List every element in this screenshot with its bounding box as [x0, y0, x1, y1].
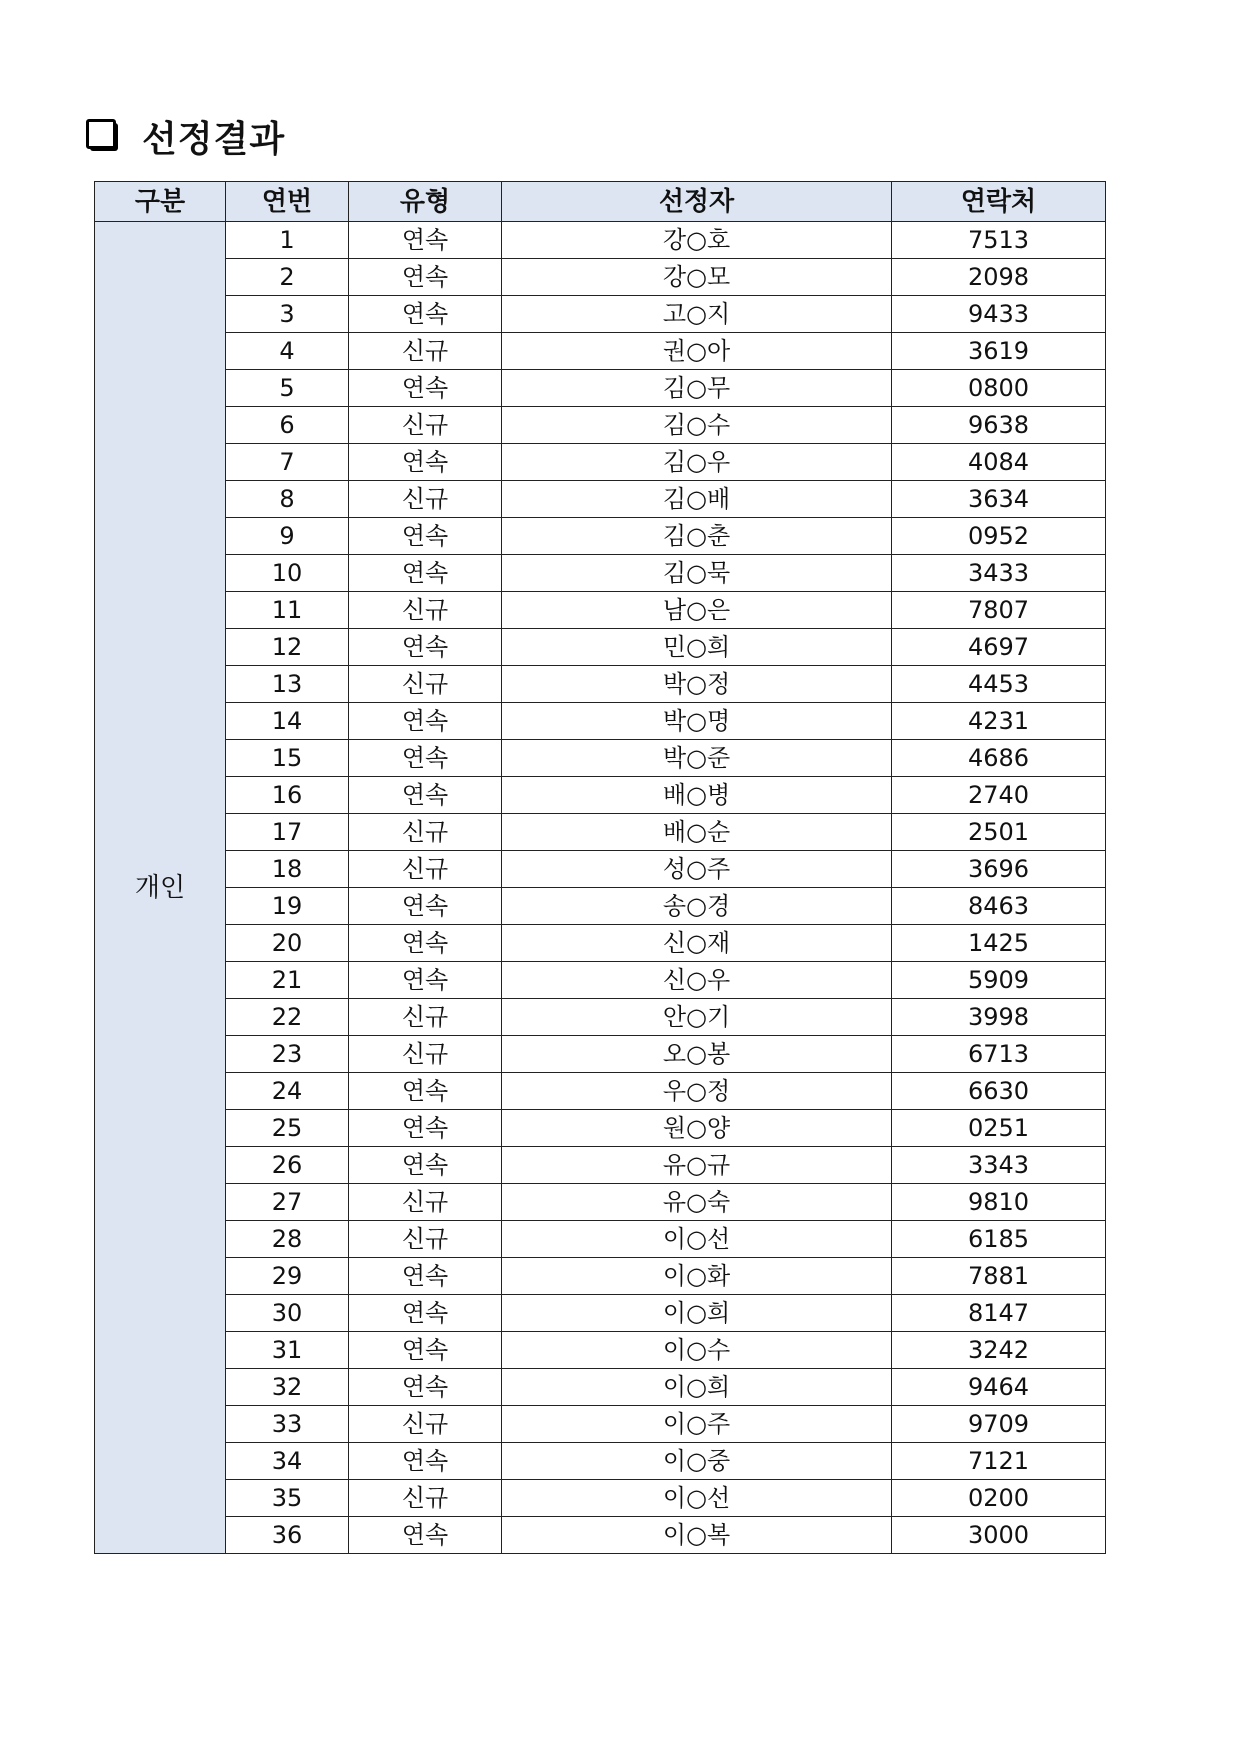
row-selectee: 이○선: [502, 1221, 892, 1258]
row-contact: 7881: [892, 1258, 1106, 1295]
table-row: [95, 1443, 1106, 1480]
table-row: [95, 481, 1106, 518]
column-header-type: 유형: [349, 182, 502, 222]
table-row: [95, 1295, 1106, 1332]
table-row: [95, 444, 1106, 481]
row-selectee: 성○주: [502, 851, 892, 888]
table-row: [95, 592, 1106, 629]
row-selectee: 남○은: [502, 592, 892, 629]
row-contact: 0200: [892, 1480, 1106, 1517]
row-number: 2: [226, 259, 349, 296]
row-number: 17: [226, 814, 349, 851]
row-contact: 0800: [892, 370, 1106, 407]
row-contact: 3619: [892, 333, 1106, 370]
row-contact: 6630: [892, 1073, 1106, 1110]
row-contact: 3000: [892, 1517, 1106, 1554]
row-contact: 4686: [892, 740, 1106, 777]
row-contact: 9433: [892, 296, 1106, 333]
row-contact: 6713: [892, 1036, 1106, 1073]
row-number: 34: [226, 1443, 349, 1480]
row-contact: 2098: [892, 259, 1106, 296]
row-number: 27: [226, 1184, 349, 1221]
row-contact: 2740: [892, 777, 1106, 814]
row-selectee: 박○명: [502, 703, 892, 740]
row-number: 1: [226, 222, 349, 259]
table-row: [95, 925, 1106, 962]
row-contact: 3998: [892, 999, 1106, 1036]
row-number: 26: [226, 1147, 349, 1184]
row-contact: 5909: [892, 962, 1106, 999]
row-number: 25: [226, 1110, 349, 1147]
row-contact: 3343: [892, 1147, 1106, 1184]
row-type: 연속: [349, 1332, 502, 1369]
row-type: 연속: [349, 962, 502, 999]
row-number: 9: [226, 518, 349, 555]
row-selectee: 김○우: [502, 444, 892, 481]
row-type: 연속: [349, 703, 502, 740]
selection-result-table: [94, 181, 1106, 1554]
row-contact: 3696: [892, 851, 1106, 888]
section-heading: [86, 108, 285, 164]
row-selectee: 오○봉: [502, 1036, 892, 1073]
table-row: [95, 777, 1106, 814]
row-selectee: 이○주: [502, 1406, 892, 1443]
table-row: [95, 1517, 1106, 1554]
row-selectee: 유○숙: [502, 1184, 892, 1221]
row-number: 32: [226, 1369, 349, 1406]
row-selectee: 배○병: [502, 777, 892, 814]
row-contact: 4231: [892, 703, 1106, 740]
row-contact: 8147: [892, 1295, 1106, 1332]
row-number: 8: [226, 481, 349, 518]
row-number: 13: [226, 666, 349, 703]
row-number: 30: [226, 1295, 349, 1332]
table-header-row: [95, 182, 1106, 222]
row-selectee: 우○정: [502, 1073, 892, 1110]
row-type: 연속: [349, 222, 502, 259]
row-selectee: 원○양: [502, 1110, 892, 1147]
row-number: 16: [226, 777, 349, 814]
row-type: 연속: [349, 1258, 502, 1295]
row-contact: 7121: [892, 1443, 1106, 1480]
row-contact: 4453: [892, 666, 1106, 703]
row-selectee: 이○중: [502, 1443, 892, 1480]
table-row: [95, 1480, 1106, 1517]
row-number: 11: [226, 592, 349, 629]
table-row: [95, 814, 1106, 851]
row-number: 18: [226, 851, 349, 888]
row-number: 6: [226, 407, 349, 444]
table-row: [95, 1147, 1106, 1184]
column-header-category: 구분: [95, 182, 226, 222]
row-type: 연속: [349, 1147, 502, 1184]
column-header-contact: 연락처: [892, 182, 1106, 222]
row-type: 연속: [349, 296, 502, 333]
row-type: 신규: [349, 1036, 502, 1073]
row-contact: 9810: [892, 1184, 1106, 1221]
row-number: 35: [226, 1480, 349, 1517]
row-type: 신규: [349, 481, 502, 518]
table-row: [95, 666, 1106, 703]
row-contact: 7807: [892, 592, 1106, 629]
row-number: 22: [226, 999, 349, 1036]
row-number: 20: [226, 925, 349, 962]
row-number: 7: [226, 444, 349, 481]
row-selectee: 이○화: [502, 1258, 892, 1295]
row-contact: 3242: [892, 1332, 1106, 1369]
row-contact: 4697: [892, 629, 1106, 666]
row-contact: 6185: [892, 1221, 1106, 1258]
row-contact: 0251: [892, 1110, 1106, 1147]
row-selectee: 신○우: [502, 962, 892, 999]
table-row: [95, 1332, 1106, 1369]
row-contact: 0952: [892, 518, 1106, 555]
row-type: 신규: [349, 1221, 502, 1258]
row-selectee: 김○묵: [502, 555, 892, 592]
row-contact: 3634: [892, 481, 1106, 518]
row-selectee: 박○준: [502, 740, 892, 777]
row-number: 4: [226, 333, 349, 370]
row-selectee: 안○기: [502, 999, 892, 1036]
row-type: 신규: [349, 1406, 502, 1443]
row-type: 연속: [349, 370, 502, 407]
row-number: 12: [226, 629, 349, 666]
table-row: [95, 518, 1106, 555]
row-type: 연속: [349, 888, 502, 925]
row-type: 연속: [349, 444, 502, 481]
row-type: 연속: [349, 259, 502, 296]
table-row: [95, 740, 1106, 777]
table-row: [95, 1406, 1106, 1443]
column-header-number: 연번: [226, 182, 349, 222]
row-type: 연속: [349, 1369, 502, 1406]
row-type: 신규: [349, 814, 502, 851]
table-row: [95, 222, 1106, 259]
row-number: 23: [226, 1036, 349, 1073]
row-selectee: 강○호: [502, 222, 892, 259]
row-number: 33: [226, 1406, 349, 1443]
row-type: 신규: [349, 1184, 502, 1221]
table-row: [95, 851, 1106, 888]
row-type: 신규: [349, 592, 502, 629]
row-selectee: 이○복: [502, 1517, 892, 1554]
table-row: [95, 1184, 1106, 1221]
row-number: 14: [226, 703, 349, 740]
row-contact: 7513: [892, 222, 1106, 259]
row-type: 신규: [349, 666, 502, 703]
row-number: 21: [226, 962, 349, 999]
row-selectee: 김○춘: [502, 518, 892, 555]
row-type: 연속: [349, 518, 502, 555]
row-contact: 3433: [892, 555, 1106, 592]
table-row: [95, 962, 1106, 999]
row-number: 5: [226, 370, 349, 407]
row-selectee: 이○희: [502, 1369, 892, 1406]
row-contact: 2501: [892, 814, 1106, 851]
row-number: 29: [226, 1258, 349, 1295]
row-selectee: 이○선: [502, 1480, 892, 1517]
table-row: [95, 296, 1106, 333]
table-body: [95, 222, 1106, 1554]
checkbox-square-icon: [86, 119, 120, 153]
row-selectee: 김○수: [502, 407, 892, 444]
row-number: 3: [226, 296, 349, 333]
group-cell: 개인: [95, 222, 226, 1554]
row-contact: 9638: [892, 407, 1106, 444]
row-type: 연속: [349, 629, 502, 666]
row-number: 31: [226, 1332, 349, 1369]
table-row: [95, 555, 1106, 592]
row-number: 28: [226, 1221, 349, 1258]
row-type: 신규: [349, 333, 502, 370]
row-type: 연속: [349, 1295, 502, 1332]
row-type: 연속: [349, 1517, 502, 1554]
row-number: 10: [226, 555, 349, 592]
row-contact: 8463: [892, 888, 1106, 925]
row-selectee: 강○모: [502, 259, 892, 296]
row-type: 신규: [349, 407, 502, 444]
table-row: [95, 370, 1106, 407]
row-contact: 9464: [892, 1369, 1106, 1406]
row-type: 연속: [349, 1443, 502, 1480]
row-type: 연속: [349, 1110, 502, 1147]
row-type: 신규: [349, 1480, 502, 1517]
row-type: 신규: [349, 851, 502, 888]
row-selectee: 권○아: [502, 333, 892, 370]
row-selectee: 민○희: [502, 629, 892, 666]
row-type: 연속: [349, 1073, 502, 1110]
column-header-selectee: 선정자: [502, 182, 892, 222]
row-type: 연속: [349, 555, 502, 592]
row-number: 19: [226, 888, 349, 925]
table-row: [95, 1221, 1106, 1258]
row-selectee: 송○경: [502, 888, 892, 925]
row-contact: 4084: [892, 444, 1106, 481]
row-type: 연속: [349, 925, 502, 962]
row-selectee: 배○순: [502, 814, 892, 851]
row-selectee: 이○희: [502, 1295, 892, 1332]
row-selectee: 유○규: [502, 1147, 892, 1184]
table-row: [95, 1369, 1106, 1406]
row-type: 연속: [349, 777, 502, 814]
table-row: [95, 629, 1106, 666]
table-row: [95, 407, 1106, 444]
table-row: [95, 1110, 1106, 1147]
heading-title: 선정결과: [142, 118, 286, 160]
row-selectee: 김○배: [502, 481, 892, 518]
table-row: [95, 1258, 1106, 1295]
row-selectee: 고○지: [502, 296, 892, 333]
table-row: [95, 888, 1106, 925]
table-row: [95, 703, 1106, 740]
row-selectee: 이○수: [502, 1332, 892, 1369]
table-row: [95, 1036, 1106, 1073]
row-number: 24: [226, 1073, 349, 1110]
row-selectee: 박○정: [502, 666, 892, 703]
table-row: [95, 1073, 1106, 1110]
row-number: 36: [226, 1517, 349, 1554]
row-contact: 1425: [892, 925, 1106, 962]
table-row: [95, 259, 1106, 296]
table-row: [95, 999, 1106, 1036]
row-number: 15: [226, 740, 349, 777]
row-type: 신규: [349, 999, 502, 1036]
table-row: [95, 333, 1106, 370]
row-selectee: 김○무: [502, 370, 892, 407]
row-selectee: 신○재: [502, 925, 892, 962]
row-contact: 9709: [892, 1406, 1106, 1443]
row-type: 연속: [349, 740, 502, 777]
